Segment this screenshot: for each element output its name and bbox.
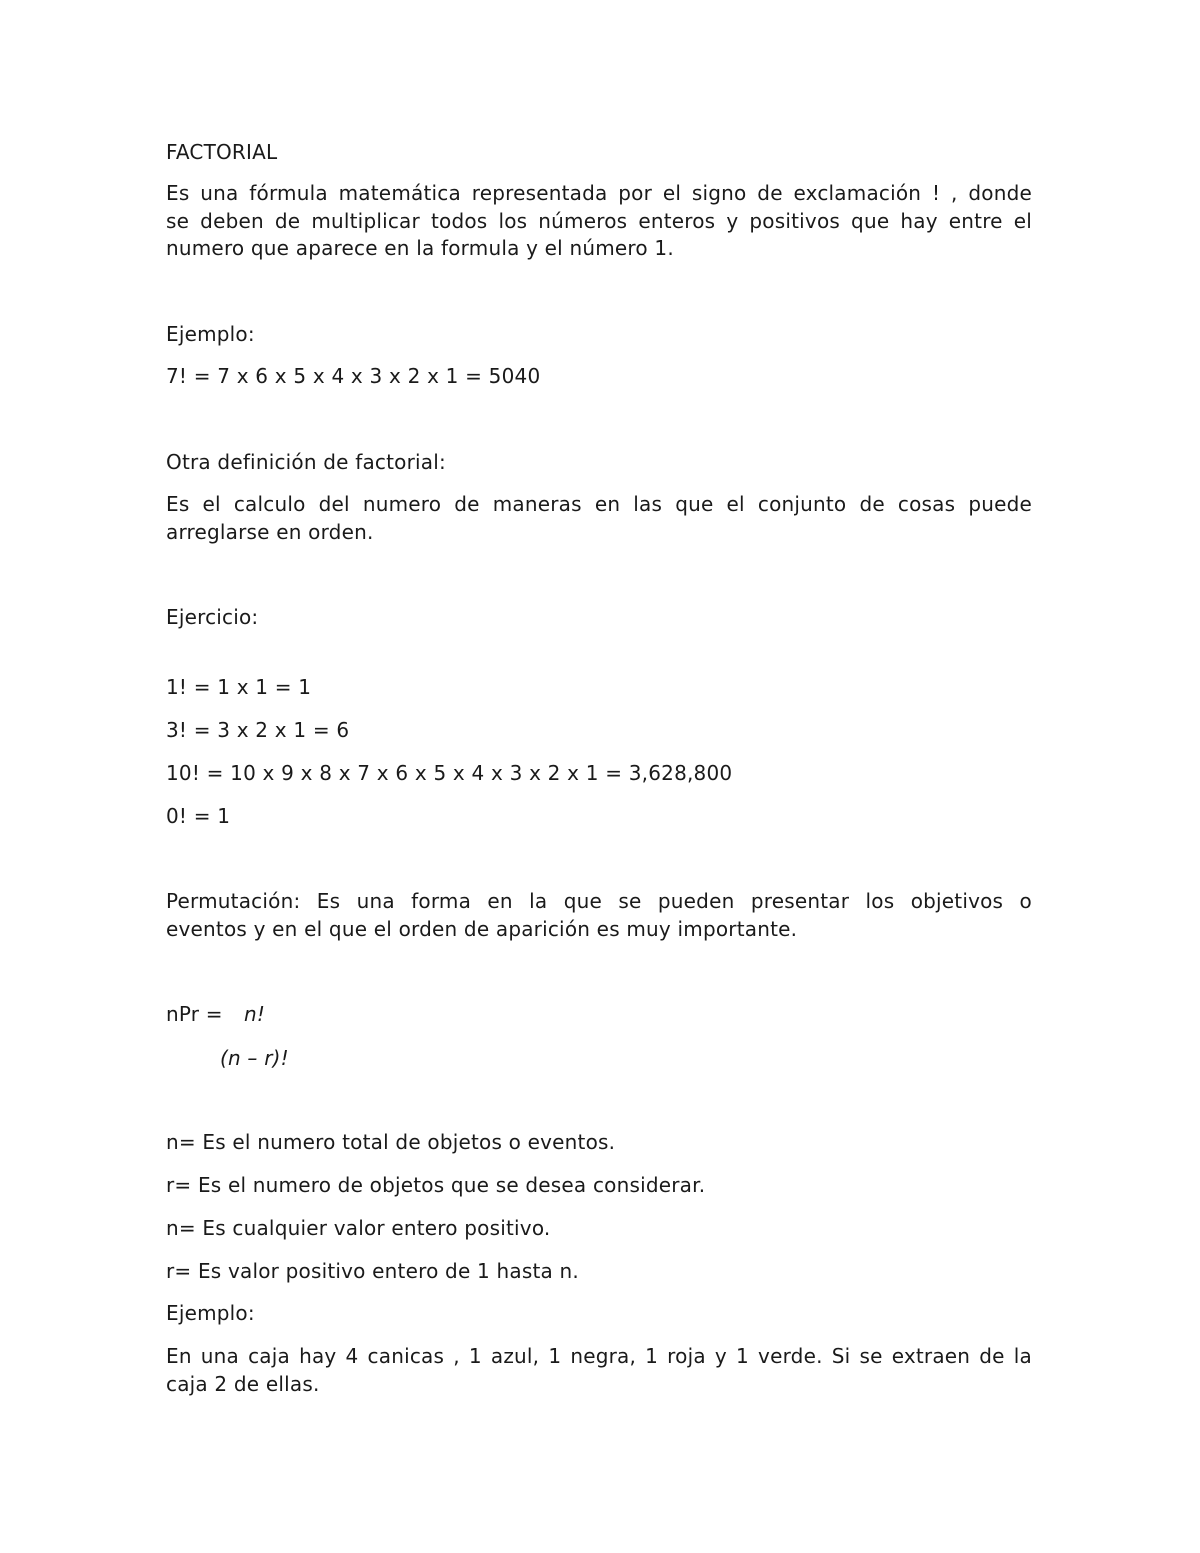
- definition-line: se deben de multiplicar todos los números enteros y positivos que hay entre el: [166, 208, 1032, 233]
- example2-line: En una caja hay 4 canicas , 1 azul, 1 negra, 1 roja y 1 verde. Si se extraen de la: [166, 1344, 1032, 1368]
- definition-item: r= Es el numero de objetos que se desea considerar.: [166, 1173, 706, 1197]
- other-definition-label: Otra definición de factorial:: [166, 450, 446, 474]
- permutation-paragraph: [166, 888, 1032, 943]
- example2-paragraph: [166, 1343, 1032, 1398]
- permutation-line: Permutación: Es una forma en la que se pueden presentar los objetivos o: [166, 889, 1032, 913]
- definition-paragraph: [166, 180, 1032, 263]
- npr-label: nPr =: [166, 1002, 223, 1026]
- npr-numerator: n!: [244, 1002, 266, 1026]
- example2-label: Ejemplo:: [166, 1301, 255, 1325]
- exercise-item: 1! = 1 x 1 = 1: [166, 675, 312, 699]
- example2-line: caja 2 de ellas.: [166, 1371, 320, 1396]
- exercise-label: Ejercicio:: [166, 605, 259, 629]
- exercise-item: 0! = 1: [166, 804, 231, 828]
- definition-line: Es una fórmula matemática representada por el signo de exclamación ! , donde: [166, 181, 1032, 205]
- definition-item: n= Es el numero total de objetos o eventos.: [166, 1130, 616, 1154]
- definition-item: n= Es cualquier valor entero positivo.: [166, 1216, 551, 1240]
- document-title: FACTORIAL: [166, 140, 278, 164]
- other-definition-line: arreglarse en orden.: [166, 519, 374, 544]
- example-formula: 7! = 7 x 6 x 5 x 4 x 3 x 2 x 1 = 5040: [166, 364, 541, 388]
- exercise-item: 10! = 10 x 9 x 8 x 7 x 6 x 5 x 4 x 3 x 2 x 1 = 3,628,800: [166, 761, 733, 785]
- definition-line: numero que aparece en la formula y el número 1.: [166, 236, 674, 260]
- permutation-line: eventos y en el que el orden de aparición es muy importante.: [166, 916, 798, 941]
- other-definition-paragraph: [166, 491, 1032, 546]
- definition-item: r= Es valor positivo entero de 1 hasta n.: [166, 1259, 579, 1283]
- npr-denominator: (n – r)!: [220, 1046, 289, 1070]
- exercise-item: 3! = 3 x 2 x 1 = 6: [166, 718, 350, 742]
- other-definition-line: Es el calculo del numero de maneras en las que el conjunto de cosas puede: [166, 492, 1032, 516]
- example-label: Ejemplo:: [166, 322, 255, 346]
